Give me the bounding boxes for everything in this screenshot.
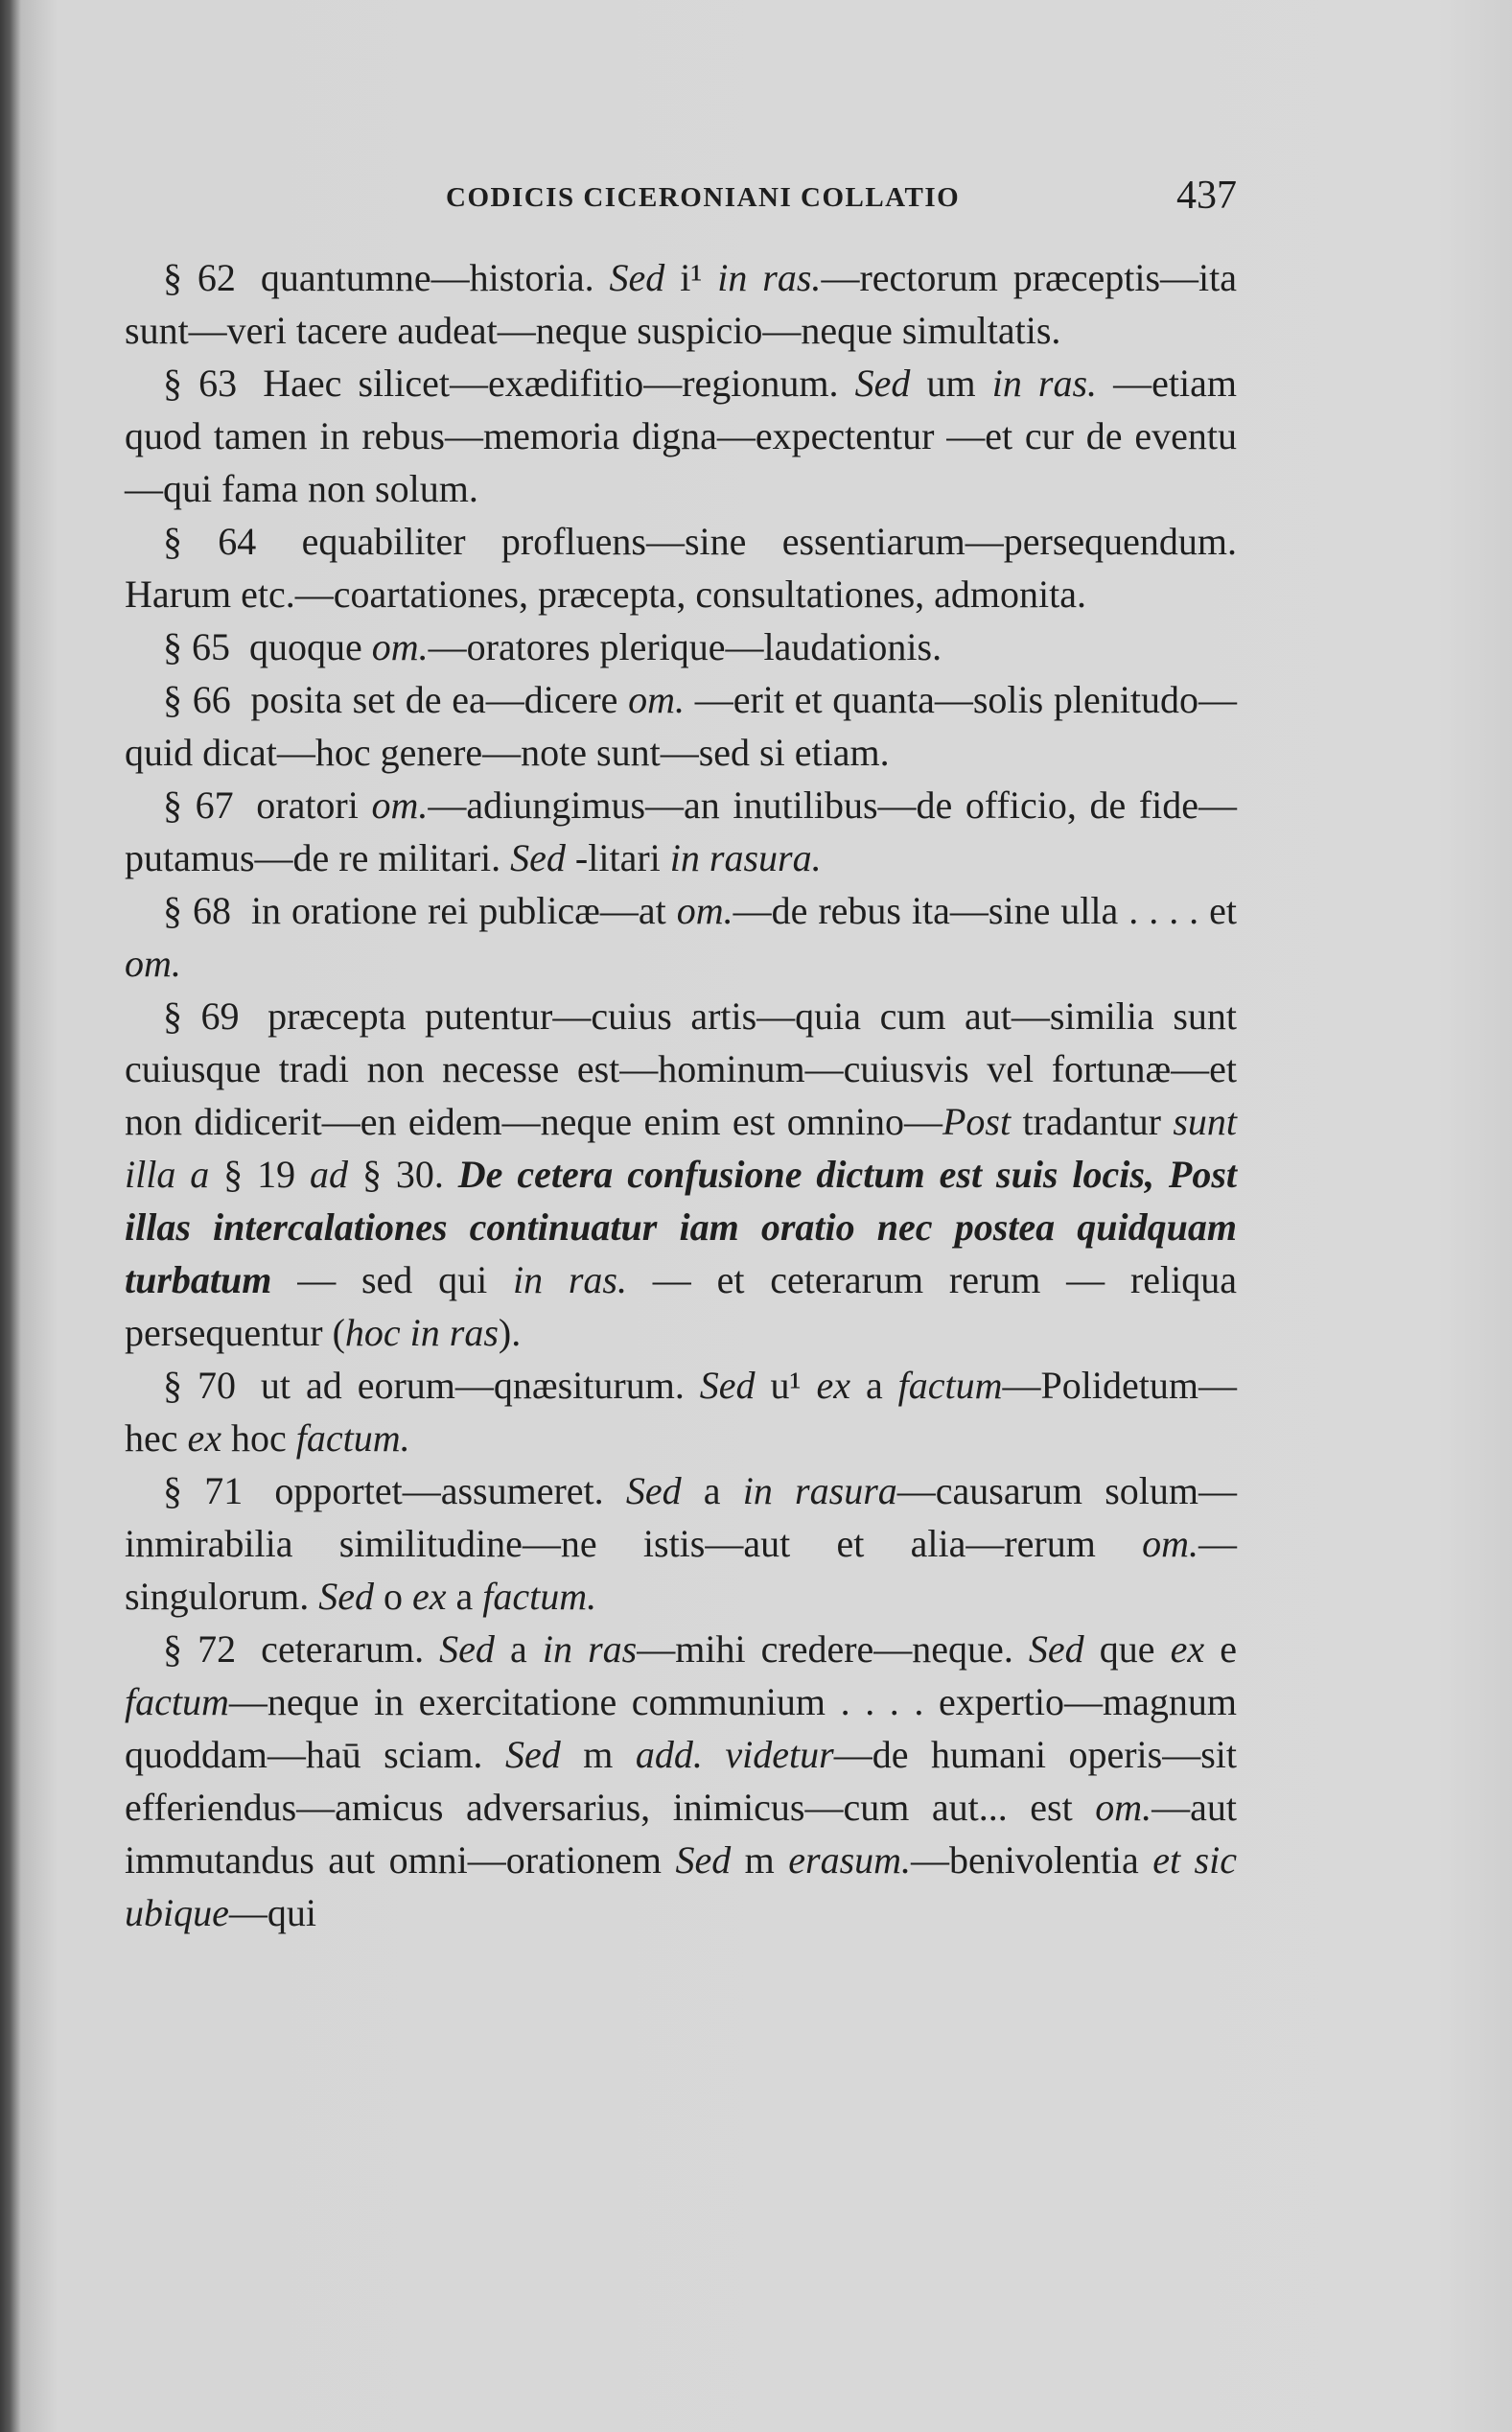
italic-run: om. [1095,1786,1152,1829]
paragraph [125,990,1237,1359]
text-run: —adiungimus—an inutilibus—de officio, de fide—putamus—de re militari. [125,783,1238,879]
section-number: § 62 [163,256,236,299]
text-run: —singulorum. [125,1522,1237,1618]
text-run: —etiam quod tamen in rebus—memoria digna—expectentur —et cur de eventu—qui fama non solum. [125,362,1238,510]
text-run: a [494,1627,543,1671]
paragraph [125,884,1237,990]
italic-run: Sed [699,1364,756,1407]
paragraph [125,779,1237,884]
section-number: § 72 [163,1627,237,1671]
italic-run: erasum. [788,1838,912,1882]
text-run: -litari [565,836,670,879]
italic-run: ex [187,1416,222,1460]
text-run: o [374,1575,412,1618]
paragraph [125,357,1237,515]
paragraph [125,251,1237,357]
text-run: —aut immutandus aut omni—orationem [125,1786,1237,1882]
section-number: § 68 [163,889,231,932]
text-run: equabiliter profluens—sine essentiarum—persequendum. Harum etc.—coartationes, præcepta, consultationes, admonita. [125,520,1238,616]
text-run: u¹ [755,1364,817,1407]
section-number: § 70 [163,1364,236,1407]
section-number: § 65 [163,625,230,668]
italic-run: om. [125,942,181,985]
italic-run: Sed [675,1838,732,1882]
italic-run: in ras. [991,362,1098,405]
text-run: § 19 [209,1153,311,1196]
text-run: que [1083,1627,1171,1671]
page-number: 437 [1176,174,1237,218]
text-run: —erit et quanta—solis plenitudo—quid dicat—hoc genere—note sunt—sed si etiam. [125,678,1238,774]
text-run: —benivolentia [911,1838,1153,1882]
text-run: —oratores plerique—laudationis. [428,625,942,668]
paragraph [125,515,1237,620]
italic-run: om. [371,625,429,668]
text-run: e [1204,1627,1237,1671]
paragraph [125,620,1237,673]
text-run: ut ad eorum—qnæsiturum. [244,1364,700,1407]
paragraph [125,673,1237,779]
italic-run: om. [371,783,429,827]
section-number: § 64 [163,520,257,563]
italic-run: Sed [318,1575,374,1618]
text-run: —rectorum præceptis—ita sunt—veri tacere audeat—neque suspicio—neque simultatis. [125,256,1238,352]
italic-run: in ras. [512,1258,627,1301]
text-run: —de rebus ita—sine ulla . . . . et [733,889,1237,932]
italic-run: in ras [542,1627,638,1671]
italic-run: hoc in ras [344,1311,499,1354]
text-run: —causarum solum—inmirabilia similitudine—ne istis—aut et alia—rerum [125,1469,1238,1565]
italic-run: factum [897,1364,1003,1407]
text-run: a [849,1364,898,1407]
section-number: § 71 [163,1469,244,1512]
text-run: ceterarum. [245,1627,440,1671]
italic-run: sunt illa a [125,1100,1237,1196]
text-run: præcepta putentur—cuius artis—quia cum aut—similia sunt cuiusque tradi non necesse est—hominum—cuiusvis vel fortunæ—et non didicerit—en eidem—neque enim est omnino— [125,994,1238,1143]
italic-run: ex [412,1575,447,1618]
text-run: § 30. [348,1153,458,1196]
text-run: oratori [243,783,372,827]
italic-run: Post [942,1100,1012,1143]
section-number: § 67 [163,783,234,827]
italic-run: et sic ubique [125,1838,1237,1934]
italic-run: in rasura. [669,836,822,879]
text-run: opportet—assumeret. [252,1469,626,1512]
text-run: m [560,1733,636,1776]
italic-run: ex [816,1364,850,1407]
italic-run: Sed [510,836,566,879]
italic-run: om. [628,678,685,721]
text-run: —qui [228,1891,316,1934]
text-run: —Polidetum—hec [125,1364,1237,1460]
italic-run: Sed [854,362,911,405]
italic-run: Sed [625,1469,682,1512]
text-run: a [681,1469,743,1512]
italic-run: ad [310,1153,349,1196]
paragraph [125,1623,1237,1939]
text-run: hoc [221,1416,296,1460]
text-run: —mihi credere—neque. [637,1627,1029,1671]
section-number: § 63 [163,362,238,405]
paragraph [125,1359,1237,1464]
italic-run: factum. [482,1575,597,1618]
italic-run: Sed [1028,1627,1084,1671]
italic-run: add. videtur [635,1733,834,1776]
paragraph [125,1464,1237,1623]
italic-run: Sed [504,1733,561,1776]
italic-run: in rasura [742,1469,897,1512]
text-run: —de humani operis—sit efferiendus—amicus adversarius, inimicus—cum aut... est [125,1733,1237,1829]
italic-run: in ras. [717,256,822,299]
italic-run: De cetera confusione dictum est suis locis, Post illas intercalationes continuatur iam oratio nec postea quidquam turbatum [125,1153,1237,1301]
text-run: m [731,1838,789,1882]
text-run: um [910,362,992,405]
italic-run: factum [125,1680,229,1723]
text-run: — et ceterarum rerum — reliqua persequentur ( [125,1258,1237,1354]
text-body [125,251,1237,1939]
text-run: ). [498,1311,522,1354]
italic-run: factum. [295,1416,410,1460]
text-run: i¹ [664,256,718,299]
italic-run: om. [676,889,733,932]
running-title: CODICIS CICERONIANI COLLATIO [446,182,961,213]
italic-run: om. [1142,1522,1198,1565]
italic-run: Sed [609,256,665,299]
page-header [125,173,1237,230]
section-number: § 66 [163,678,231,721]
text-run: in oratione rei publicæ—at [240,889,677,932]
text-run: Haec silicet—exædifitio—regionum. [246,362,855,405]
text-run: —neque in exercitatione communium . . . . expertio—magnum quoddam—haū sciam. [125,1680,1237,1776]
text-run: a [446,1575,483,1618]
text-run: — sed qui [271,1258,513,1301]
text-run: tradantur [1011,1100,1174,1143]
text-run: posita set de ea—dicere [240,678,629,721]
text-run: quoque [240,625,372,668]
italic-run: ex [1170,1627,1205,1671]
text-run: quantumne—historia. [244,256,610,299]
italic-run: Sed [439,1627,495,1671]
section-number: § 69 [163,994,240,1038]
